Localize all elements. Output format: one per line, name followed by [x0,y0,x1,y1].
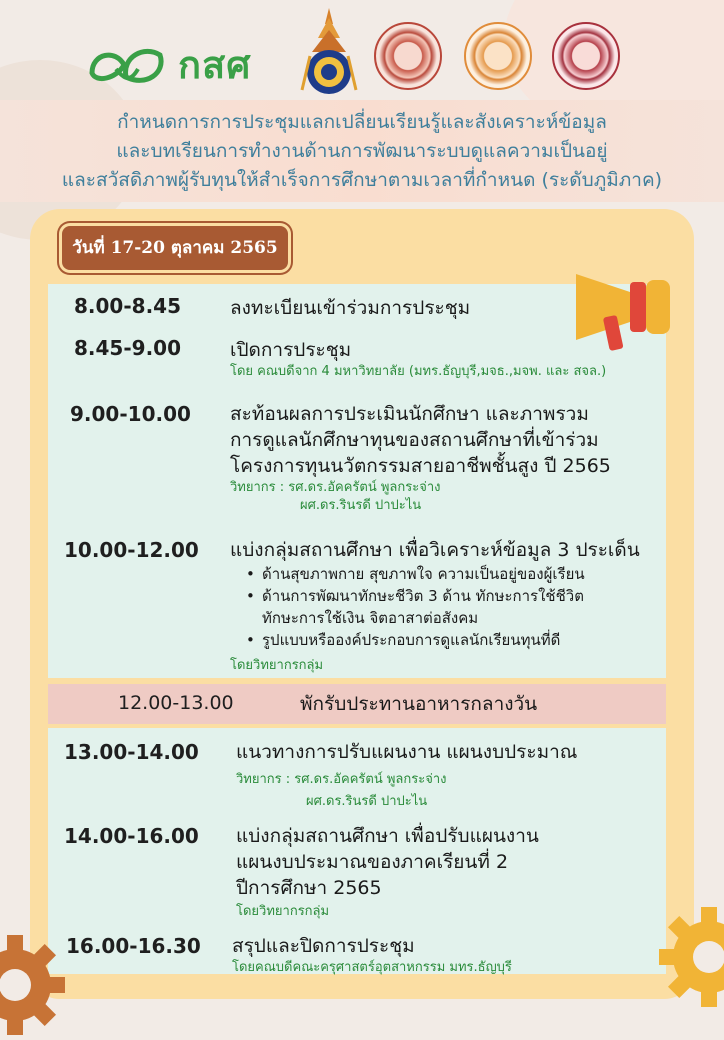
schedule-time: 8.45-9.00 [74,336,181,360]
schedule-activity-line: การดูแลนักศึกษาทุนของสถานศึกษาที่เข้าร่วม [230,429,599,451]
schedule-time: 12.00-13.00 [118,692,234,714]
topic-item: • รูปแบบหรือองค์ประกอบการดูแลนักเรียนทุนที่ดี [244,629,585,651]
schedule-activity: เปิดการประชุม [230,339,352,361]
gear-icon [654,902,724,1012]
schedule-activity-line: ปีการศึกษา 2565 [236,877,382,899]
date-text: วันที่ 17-20 ตุลาคม 2565 [72,238,278,258]
schedule-activity-line: โครงการทุนนวัตกรรมสายอาชีพชั้นสูง ปี 2565 [230,455,611,477]
title-line: และสวัสดิภาพผู้รับทุนให้สำเร็จการศึกษาตามเวลาที่กำหนด (ระดับภูมิภาค) [61,169,663,191]
title-line: และบทเรียนการทำงานด้านการพัฒนาระบบดูแลความเป็นอยู่ [116,140,608,162]
schedule-activity: แบ่งกลุ่มสถานศึกษา เพื่อวิเคราะห์ข้อมูล 3 ประเด็น [230,539,640,561]
speaker-name: ผศ.ดร.รินรดี ปาปะไน [300,498,422,513]
date-badge [62,226,288,270]
megaphone-icon [568,252,672,354]
topic-item: • ด้านสุขภาพกาย สุขภาพใจ ความเป็นอยู่ของผู้เรียน [244,563,585,585]
brand-logo [86,34,251,95]
schedule-time: 13.00-14.00 [64,740,199,764]
schedule-activity-line: แผนงบประมาณของภาคเรียนที่ 2 [236,851,509,873]
brand-leaf-icon [86,39,172,91]
schedule-note: โดย คณบดีจาก 4 มหาวิทยาลัย (มทร.ธัญบุรี,มจธ.,มจพ. และ สจล.) [230,364,607,379]
schedule-time: 16.00-16.30 [66,934,201,958]
schedule-activity: แนวทางการปรับแผนงาน แผนงบประมาณ [236,741,578,763]
brand-name: กสศ [178,43,252,87]
schedule-note: โดยวิทยากรกลุ่ม [236,904,330,919]
topic-list [244,563,585,651]
speaker-name: ผศ.ดร.รินรดี ปาปะไน [306,794,428,809]
schedule-activity-line: แบ่งกลุ่มสถานศึกษา เพื่อปรับแผนงาน [236,825,539,847]
topic-item: • ด้านการพัฒนาทักษะชีวิต 3 ด้าน ทักษะการใช้ชีวิต ทักษะการใช้เงิน จิตอาสาต่อสังคม [244,585,585,629]
schedule-activity: ลงทะเบียนเข้าร่วมการประชุม [230,297,471,319]
university-crest-icon [300,6,358,98]
schedule-activity-line: สะท้อนผลการประเมินนักศึกษา และภาพรวม [230,403,589,425]
page-title [30,108,694,195]
schedule-note: โดยวิทยากรกลุ่ม [230,658,324,673]
schedule-time: 10.00-12.00 [64,538,199,562]
title-line: กำหนดการการประชุมแลกเปลี่ยนเรียนรู้และสังเคราะห์ข้อมูล [117,111,607,133]
schedule-note: โดยคณบดีคณะครุศาสตร์อุตสาหกรรม มทร.ธัญบุรี [232,960,512,975]
university-seal-icon [464,22,532,90]
speaker-label: วิทยากร : รศ.ดร.อัคครัตน์ พูลกระจ่าง [230,480,441,495]
university-seal-icon [374,22,442,90]
schedule-time: 14.00-16.00 [64,824,199,848]
schedule-time: 8.00-8.45 [74,294,181,318]
speaker-label: วิทยากร : รศ.ดร.อัคครัตน์ พูลกระจ่าง [236,772,447,787]
schedule-time: 9.00-10.00 [70,402,191,426]
schedule-activity: พักรับประทานอาหารกลางวัน [300,693,538,715]
schedule-activity: สรุปและปิดการประชุม [232,935,415,957]
university-seal-icon [552,22,620,90]
